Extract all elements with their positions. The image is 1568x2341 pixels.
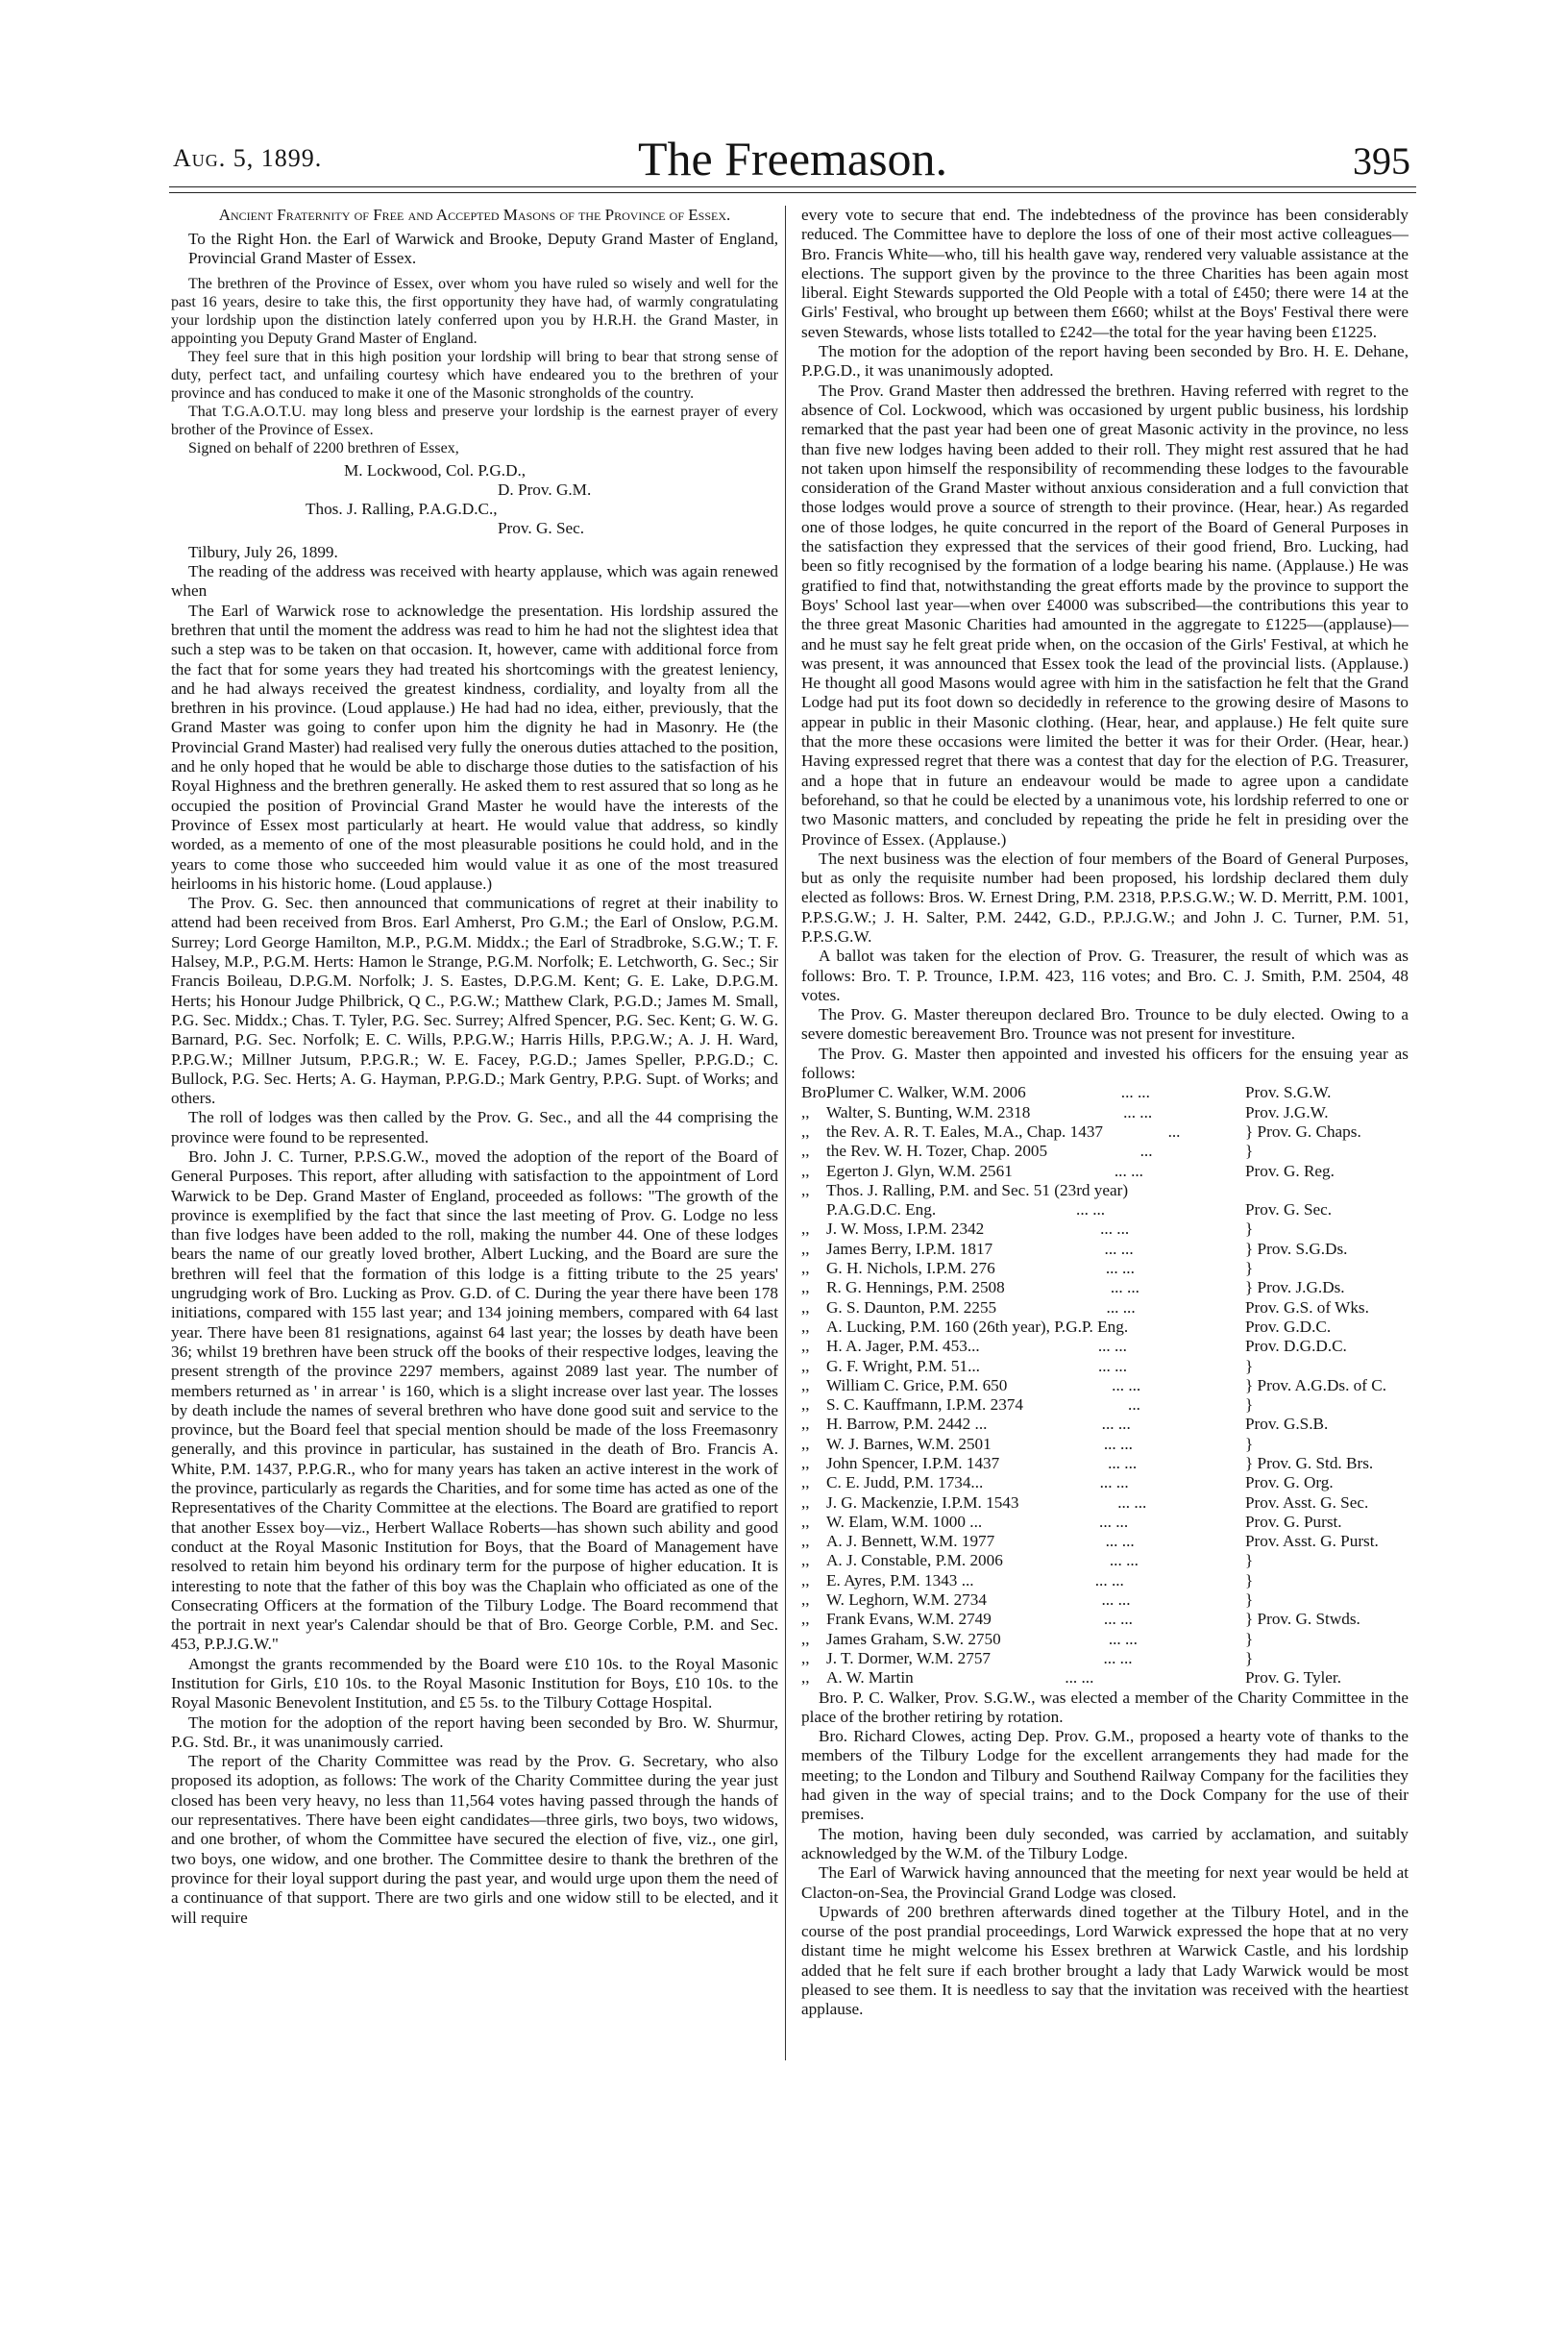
officer-prefix: ,,	[801, 1415, 810, 1434]
officer-office: }	[1245, 1434, 1254, 1453]
officer-name: S. C. Kauffmann, I.P.M. 2374	[826, 1395, 1023, 1415]
officer-row	[801, 1357, 1409, 1376]
signatory-name: M. Lockwood, Col. P.G.D.,	[344, 460, 527, 480]
officer-office: } Prov. G. Std. Brs.	[1245, 1454, 1374, 1472]
officer-prefix: ,,	[801, 1356, 810, 1375]
officer-prefix: ,,	[801, 1492, 810, 1512]
issue-date: Aug. 5, 1899.	[173, 144, 323, 172]
officer-name: Thos. J. Ralling, P.M. and Sec. 51 (23rd year)	[826, 1180, 1129, 1199]
officer-leader-dots: ... ...	[1109, 1551, 1139, 1570]
officer-name: Walter, S. Bunting, W.M. 2318	[826, 1102, 1031, 1121]
officer-name: the Rev. A. R. T. Eales, M.A., Chap. 1437	[826, 1121, 1104, 1141]
officer-leader-dots: ... ...	[1076, 1200, 1106, 1220]
officer-prefix: ,,	[801, 1532, 810, 1551]
officer-leader-dots: ... ...	[1103, 1434, 1133, 1453]
officer-office: } Prov. A.G.Ds. of C.	[1245, 1375, 1387, 1394]
officer-row	[801, 1259, 1409, 1278]
officer-prefix: ,,	[801, 1551, 810, 1570]
officer-leader-dots: ... ...	[1103, 1648, 1133, 1667]
article-paragraph: Bro. P. C. Walker, Prov. S.G.W., was elected a member of the Charity Committee in the place of the brother retiring by rotation.	[801, 1688, 1409, 1726]
officer-row	[801, 1513, 1409, 1532]
address-to: To the Right Hon. the Earl of Warwick and Brooke, Deputy Grand Master of England, Provincial Grand Master of Essex.	[188, 230, 778, 268]
officer-office: }	[1245, 1259, 1254, 1278]
officer-leader-dots: ...	[1167, 1121, 1181, 1141]
officer-office: }	[1245, 1570, 1254, 1589]
officer-office: Prov. G. Sec.	[1245, 1200, 1333, 1220]
article-paragraph: The roll of lodges was then called by the Prov. G. Sec., and all the 44 comprising the province were found to be represented.	[171, 1108, 778, 1146]
officer-row	[801, 1376, 1409, 1395]
officer-row	[801, 1318, 1409, 1337]
article-paragraph: Bro. Richard Clowes, acting Dep. Prov. G.M., proposed a hearty vote of thanks to the members of the Tilbury Lodge for the excellent arrangements they had made for the meeting; to the London and Tilbury and Southend Railway Company for the facilities they had given in the way of special trains; and to the Dock Company for the use of their premises.	[801, 1727, 1409, 1824]
officer-prefix: ,,	[801, 1512, 810, 1531]
officer-name: G. S. Daunton, P.M. 2255	[826, 1297, 997, 1317]
officer-name: Plumer C. Walker, W.M. 2006	[826, 1083, 1026, 1102]
page-number: 395	[1353, 139, 1410, 183]
officer-office: }	[1245, 1220, 1254, 1239]
officer-leader-dots: ...	[1128, 1395, 1140, 1415]
officer-prefix: ,,	[801, 1102, 810, 1121]
officer-office: }	[1245, 1395, 1254, 1415]
masthead	[169, 131, 1416, 183]
officer-row	[801, 1337, 1409, 1356]
officer-office: } Prov. J.G.Ds.	[1245, 1278, 1345, 1297]
article-paragraph: The next business was the election of four members of the Board of General Purposes, but as only the requisite number had been proposed, his lordship declared them duly elected as follows: Bros. W. Ernest Dring, P.M. 2318, P.P.S.G.W.; W. D. Merritt, P.M. 1001, P.P.S.G.W.; J. H. Salter, P.M. 2442, G.D., P.P.J.G.W.; and John J. C. Turner, P.M. 51, P.P.S.G.W.	[801, 849, 1409, 946]
officer-leader-dots: ... ...	[1105, 1259, 1135, 1278]
officer-office: }	[1245, 1551, 1254, 1570]
officer-leader-dots: ... ...	[1104, 1239, 1134, 1258]
officer-row	[801, 1630, 1409, 1649]
officer-name: John Spencer, I.P.M. 1437	[826, 1454, 1000, 1472]
officer-office: Prov. G. Org.	[1245, 1473, 1334, 1492]
officer-row	[801, 1454, 1409, 1473]
officer-name: H. A. Jager, P.M. 453...	[826, 1337, 980, 1356]
officer-prefix: ,,	[801, 1220, 810, 1239]
officer-row	[801, 1200, 1409, 1220]
officer-office: } Prov. S.G.Ds.	[1245, 1239, 1348, 1258]
officer-name: W. J. Barnes, W.M. 2501	[826, 1434, 992, 1453]
officer-prefix: ,,	[801, 1668, 810, 1688]
address-paragraph: They feel sure that in this high position your lordship will bring to bear that strong sense of duty, perfect tact, and unfailing courtesy which have endeared you to the brethren of your province and has conduced to make it one of the Masonic strongholds of the country.	[171, 348, 778, 402]
officer-leader-dots: ... ...	[1108, 1454, 1138, 1472]
officer-name: H. Barrow, P.M. 2442 ...	[826, 1415, 988, 1434]
officer-prefix: ,,	[801, 1434, 810, 1453]
officer-prefix: ,,	[801, 1375, 810, 1394]
officer-office: Prov. Asst. G. Sec.	[1245, 1492, 1369, 1512]
article-paragraph: The Prov. G. Sec. then announced that communications of regret at their inability to attend had been received from Bros. Earl Amherst, Pro G.M.; the Earl of Onslow, P.G.M. Surrey; Lord George Hamilton, M.P., P.G.M. Middx.; the Earl of Stradbroke, S.G.W.; T. F. Halsey, M.P., P.G.M. Herts: Hamon le Strange, P.G.M. Norfolk; E. Letchworth, G. Sec.; Sir Francis Boileau, D.P.G.M. Norfolk; J. S. Eastes, D.P.G.M. Kent; G. E. Lake, D.P.G.M. Herts; his Honour Judge Philbrick, Q C., P.G.W.; Matthew Clark, P.G.D.; James M. Small, P.G. Sec. Middx.; Chas. T. Tyler, P.G. Sec. Surrey; Alfred Spencer, P.G. Sec. Kent; G. W. G. Barnard, P.G. Sec. Norfolk; E. C. Wills, P.P.G.W.; Harris Hills, P.P.G.W.; A. J. H. Ward, P.P.G.W.; Millner Jutsum, P.P.G.R.; W. E. Facey, P.G.D.; James Speller, P.P.G.D.; C. Bullock, P.G. Sec. Herts; A. G. Hayman, P.P.G.D.; Mark Gentry, P.P.G. Supt. of Works; and others.	[171, 894, 778, 1108]
officer-name: R. G. Hennings, P.M. 2508	[826, 1278, 1005, 1297]
officer-prefix: ,,	[801, 1121, 810, 1141]
right-column	[801, 206, 1409, 2020]
officer-name: A. W. Martin	[826, 1668, 914, 1688]
officer-leader-dots: ... ...	[1106, 1297, 1136, 1317]
officer-row	[801, 1415, 1409, 1434]
officer-office: Prov. G.S.B.	[1245, 1415, 1329, 1434]
article-paragraph: The Prov. Grand Master then addressed the brethren. Having referred with regret to the absence of Col. Lockwood, which was occasioned by urgent public business, his lordship remarked that the past year had been one of great Masonic activity in the province, no less than five new lodges having been added to their roll. They might rest assured that he had not taken upon himself the responsibility of recommending these lodges to the favourable consideration of the Grand Master without anxious consideration and a full conviction that those lodges would prove a source of strength to their province. (Hear, hear.) As regarded one of those lodges, he quite concurred in the report of the Board of General Purposes in the satisfaction they expressed that the services of their good friend, Bro. Lucking, had been so fitly recognised by the formation of a lodge bearing his name. (Applause.) He was gratified to find that, notwithstanding the great efforts made by the province to support the Boys' School last year—when over £4000 was subscribed—the contributions this year to the three great Masonic Charities had amounted in the aggregate to £1225—(applause)—and he must say he felt great pride when, on the occasion of the Girls' Festival, at which he was present, it was announced that Essex took the lead of the provincial lists. (Applause.) He thought all good Masons would agree with him in the satisfaction he felt that the Grand Lodge had put its foot down so decidedly in reference to the growing desire of Masons to appear in public in their Masonic clothing. (Hear, hear, and applause.) He felt quite sure that the more these occasions were limited the better it was for their Order. (Hear, hear.) Having expressed regret that there was a contest that day for the election of P.G. Treasurer, and a hope that in future an endeavour would be made to agree upon a candidate beforehand, so that he could be elected by a unanimous vote, his lordship referred to one or two Masonic matters, and concluded by repeating the pride he felt in presiding over the Province of Essex. (Applause.)	[801, 381, 1409, 849]
officer-office: Prov. G. Purst.	[1245, 1512, 1342, 1531]
officer-office: Prov. G. Reg.	[1245, 1161, 1335, 1180]
officer-office: Prov. G.D.C.	[1245, 1317, 1332, 1336]
officer-row	[801, 1493, 1409, 1513]
officer-office: Prov. G.S. of Wks.	[1245, 1297, 1369, 1317]
left-column	[171, 206, 778, 1928]
article-paragraph: every vote to secure that end. The indebtedness of the province has been considerably reduced. The Committee have to deplore the loss of one of their most active colleagues—Bro. Francis White—who, till his health gave way, rendered very valuable assistance at the elections. The support given by the province to the three Charities has been again most liberal. Eight Stewards supported the Old People with a total of £450; there were 14 at the Girls' Festival, who brought up between them £660; whilst at the Boys' Festival there were seven Stewards, whose lists totalled to £242—the total for the year having been £1225.	[801, 206, 1409, 341]
officer-row	[801, 1162, 1409, 1181]
officer-office: } Prov. G. Chaps.	[1245, 1121, 1361, 1141]
article-paragraph: The Prov. G. Master thereupon declared Bro. Trounce to be duly elected. Owing to a severe domestic bereavement Bro. Trounce was not present for investiture.	[801, 1005, 1409, 1044]
officer-row	[801, 1649, 1409, 1668]
officer-row	[801, 1181, 1409, 1200]
officer-prefix: ,,	[801, 1142, 810, 1161]
officer-leader-dots: ... ...	[1097, 1337, 1127, 1356]
signatory-name: Thos. J. Ralling, P.A.G.D.C.,	[306, 500, 498, 519]
officer-name: A. J. Constable, P.M. 2006	[826, 1551, 1003, 1570]
officer-name: Frank Evans, W.M. 2749	[826, 1610, 992, 1629]
article-paragraph: The motion for the adoption of the report having been seconded by Bro. W. Shurmur, P.G. Std. Br., it was unanimously carried.	[171, 1713, 778, 1751]
officer-name: W. Elam, W.M. 1000 ...	[826, 1512, 983, 1531]
officer-leader-dots: ...	[1139, 1142, 1153, 1161]
officer-leader-dots: ... ...	[1101, 1415, 1131, 1434]
article-paragraph: The motion for the adoption of the report having been seconded by Bro. H. E. Dehane, P.P.G.D., it was unanimously adopted.	[801, 342, 1409, 381]
officer-prefix: ,,	[801, 1180, 810, 1199]
officer-leader-dots: ... ...	[1108, 1629, 1138, 1648]
officer-row	[801, 1571, 1409, 1590]
officer-name: J. T. Dormer, W.M. 2757	[826, 1648, 992, 1667]
officer-row	[801, 1240, 1409, 1259]
officer-prefix: ,,	[801, 1337, 810, 1356]
officer-office: Prov. Asst. G. Purst.	[1245, 1532, 1379, 1551]
officer-name: the Rev. W. H. Tozer, Chap. 2005	[826, 1142, 1048, 1161]
signatory-title: D. Prov. G.M.	[498, 480, 592, 499]
officer-office: }	[1245, 1356, 1254, 1375]
address-signed: Signed on behalf of 2200 brethren of Essex,	[188, 439, 459, 456]
officer-prefix: ,,	[801, 1648, 810, 1667]
officer-prefix: ,,	[801, 1395, 810, 1415]
officer-row	[801, 1395, 1409, 1415]
officer-prefix: ,,	[801, 1278, 810, 1297]
officer-prefix: ,,	[801, 1239, 810, 1258]
officer-row	[801, 1298, 1409, 1318]
officer-name: C. E. Judd, P.M. 1734...	[826, 1473, 984, 1492]
officer-name: G. H. Nichols, I.P.M. 276	[826, 1259, 995, 1278]
officer-name: J. G. Mackenzie, I.P.M. 1543	[826, 1492, 1019, 1512]
officer-name: William C. Grice, P.M. 650	[826, 1375, 1008, 1394]
newspaper-title: The Freemason.	[637, 132, 948, 185]
officer-name: J. W. Moss, I.P.M. 2342	[826, 1220, 985, 1239]
officer-leader-dots: ... ...	[1103, 1610, 1133, 1629]
officer-office: Prov. G. Tyler.	[1245, 1668, 1342, 1688]
officer-leader-dots: ... ...	[1112, 1375, 1141, 1394]
officer-prefix: Bro.	[801, 1083, 831, 1102]
article-paragraph: Bro. John J. C. Turner, P.P.S.G.W., moved the adoption of the report of the Board of General Purposes. This report, after alluding with satisfaction to the appointment of Lord Warwick to be Dep. Grand Master of England, proceeded as follows: "The growth of the province is exemplified by the fact that since the last meeting of Prov. G. Lodge no less than five lodges have been added to the roll, making the number 44. One of these lodges bears the name of our greatly loved brother, Albert Lucking, and the Board are sure the brethren will feel that the formation of this lodge is a fitting tribute to the 25 years' ungrudging work of Bro. Lucking as Prov. G.D. of C. During the year there have been 178 initiations, compared with 155 last year; and 134 joining members, compared with 64 last year. There have been 81 resignations, against 64 last year; the losses by death have been 36; whilst 19 brethren have been struck off the books of their respective lodges, leaving the present strength of the province 2297 members, against 2089 last year. The number of members returned as ' in arrear ' is 160, which is a slight increase over last year. The losses by death include the names of several brethren who have done good suit and service to the province, but the Board feel that special mention should be made of the loss Freemasonry generally, and this province in particular, has sustained in the death of Bro. Francis A. White, P.M. 1437, P.P.G.R., who for many years has taken an active interest in the work of the province, particularly as regards the Charities, and for some time has acted as one of the Representatives of the Charity Committee at the elections. The Board are gratified to report that another Essex boy—viz., Herbert Wallace Roberts—has shown such ability and good conduct at the Royal Masonic Institution for Boys, that the Board of Management have resolved to retain him beyond his ordinary term for the purpose of higher education. It is interesting to note that the father of this boy was the Chaplain who officiated as one of the Consecrating Officers at the formation of the Tilbury Lodge. The Board recommend that the portrait in next year's Calendar should be that of Bro. George Corble, P.M. and Sec. 453, P.P.J.G.W."	[171, 1146, 778, 1654]
article-paragraph: A ballot was taken for the election of Prov. G. Treasurer, the result of which was as follows: Bro. T. P. Trounce, I.P.M. 423, 116 votes; and Bro. C. J. Smith, P.M. 2504, 48 votes.	[801, 947, 1409, 1004]
officer-prefix: ,,	[801, 1259, 810, 1278]
officer-name: James Graham, S.W. 2750	[826, 1629, 1001, 1648]
officer-row	[801, 1590, 1409, 1610]
officer-prefix: ,,	[801, 1297, 810, 1317]
officer-name: G. F. Wright, P.M. 51...	[826, 1356, 980, 1375]
officer-leader-dots: ... ...	[1099, 1512, 1129, 1531]
officer-leader-dots: ... ...	[1094, 1570, 1124, 1589]
officer-leader-dots: ... ...	[1120, 1083, 1150, 1102]
address-heading: Ancient Fraternity of Free and Accepted Masons of the Province of Essex.	[218, 206, 731, 224]
officer-row	[801, 1532, 1409, 1551]
officer-prefix: ,,	[801, 1590, 810, 1610]
officer-leader-dots: ... ...	[1065, 1668, 1094, 1688]
article-paragraph: The Prov. G. Master then appointed and invested his officers for the ensuing year as follows:	[801, 1044, 1409, 1083]
officer-row	[801, 1103, 1409, 1122]
officer-leader-dots: ... ...	[1101, 1590, 1131, 1610]
officer-row	[801, 1473, 1409, 1492]
column-divider	[785, 206, 786, 2060]
article-paragraph: Amongst the grants recommended by the Board were £10 10s. to the Royal Masonic Institution for Girls, £10 10s. to the Royal Masonic Institution for Boys, £10 10s. to the Royal Masonic Benevolent Institution, and £5 5s. to the Tilbury Cottage Hospital.	[171, 1654, 778, 1713]
officer-leader-dots: ... ...	[1099, 1473, 1129, 1492]
article-paragraph: The Earl of Warwick having announced that the meeting for next year would be held at Clacton-on-Sea, the Provincial Grand Lodge was closed.	[801, 1863, 1409, 1902]
officer-leader-dots: ... ...	[1110, 1278, 1139, 1297]
officer-leader-dots: ... ...	[1097, 1356, 1128, 1375]
officer-prefix: ,,	[801, 1570, 810, 1589]
officer-row	[801, 1278, 1409, 1297]
officer-prefix: ,,	[801, 1629, 810, 1648]
officer-row	[801, 1122, 1409, 1142]
officer-leader-dots: ... ...	[1100, 1220, 1130, 1239]
officer-name: A. Lucking, P.M. 160 (26th year), P.G.P. Eng.	[826, 1317, 1129, 1336]
officer-prefix: ,,	[801, 1317, 810, 1336]
officer-name: James Berry, I.P.M. 1817	[826, 1239, 993, 1258]
officer-name: W. Leghorn, W.M. 2734	[826, 1590, 987, 1610]
officer-prefix: ,,	[801, 1454, 810, 1472]
article-paragraph: Upwards of 200 brethren afterwards dined together at the Tilbury Hotel, and in the course of the post prandial proceedings, Lord Warwick expressed the hope that at no very distant time he might welcome his Essex brethren at Warwick Castle, and his lordship added that he felt sure if each brother brought a lady that Lady Warwick would be most pleased to see them. It is needless to say that the invitation was received with the heartiest applause.	[801, 1902, 1409, 2019]
officer-row	[801, 1142, 1409, 1161]
officer-name: A. J. Bennett, W.M. 1977	[826, 1532, 995, 1551]
officer-office: } Prov. G. Stwds.	[1245, 1610, 1360, 1629]
officer-row	[801, 1220, 1409, 1239]
article-paragraph: The report of the Charity Committee was read by the Prov. G. Secretary, who also proposed its adoption, as follows: The work of the Charity Committee during the year just closed has been very heavy, no less than 11,564 votes having passed through the hands of our representatives. There have been eight candidates—three girls, two boys, two widows, and one brother, of whom the Committee have secured the election of five, viz., one girl, two boys, one widow, and one brother. The Committee desire to thank the brethren of the province for their loyal support during the past year, and would urge upon them the need of a continuance of that support. There are two girls and one widow still to be elected, and it will require	[171, 1752, 778, 1927]
article-paragraph: The motion, having been duly seconded, was carried by acclamation, and suitably acknowledged by the W.M. of the Tilbury Lodge.	[801, 1824, 1409, 1862]
officer-leader-dots: ... ...	[1123, 1102, 1153, 1121]
article-paragraph: The reading of the address was received with hearty applause, which was again renewed when	[171, 562, 778, 601]
officer-name: P.A.G.D.C. Eng.	[826, 1200, 937, 1220]
officer-office: }	[1245, 1629, 1254, 1648]
officer-row	[801, 1435, 1409, 1454]
officer-office: Prov. J.G.W.	[1245, 1102, 1329, 1121]
officer-office: }	[1245, 1590, 1254, 1610]
officer-office: Prov. D.G.D.C.	[1245, 1337, 1347, 1356]
officer-office: }	[1245, 1648, 1254, 1667]
article-paragraph: The Earl of Warwick rose to acknowledge the presentation. His lordship assured the brethren that until the moment the address was read to him he had not the slightest idea that such a step was to be taken on that occasion. It, however, came with additional force from the fact that for some years they had treated his shortcomings with the greatest leniency, and he had always received the greatest kindness, cordiality, and loyalty from all the brethren in his province. (Loud applause.) He had had no idea, either, previously, that the Grand Master was going to confer upon him the dignity he had in Masonry. He (the Provincial Grand Master) had realised very fully the onerous duties attached to the position, and he only hoped that he would be able to discharge those duties to the satisfaction of his Royal Highness and the brethren generally. He asked them to rest assured that so long as he occupied the position of Provincial Grand Master he would have the interests of the Province of Essex most particularly at heart. He would value that address, so kindly worded, as a memento of one of the most pleasurable positions he could hold, and in the years to come those who succeeded him would value it as one of the most treasured heirlooms in his historic home. (Loud applause.)	[171, 601, 778, 893]
dateline: Tilbury, July 26, 1899.	[188, 542, 338, 561]
officer-row	[801, 1551, 1409, 1570]
officer-prefix: ,,	[801, 1610, 810, 1629]
officer-row	[801, 1083, 1409, 1102]
officer-prefix: ,,	[801, 1161, 810, 1180]
officer-prefix: ,,	[801, 1473, 810, 1492]
signatory-title: Prov. G. Sec.	[498, 519, 585, 538]
address-paragraph: The brethren of the Province of Essex, over whom you have ruled so wisely and well for the past 16 years, desire to take this, the first opportunity they have had, of warmly congratulating your lordship upon the distinction lately conferred upon you by H.R.H. the Grand Master, in appointing you Deputy Grand Master of England.	[171, 275, 778, 347]
officer-row	[801, 1668, 1409, 1688]
officer-office: Prov. S.G.W.	[1245, 1083, 1332, 1102]
officer-leader-dots: ... ...	[1117, 1492, 1147, 1512]
header-rule	[169, 186, 1416, 187]
header-rule-thin	[169, 192, 1416, 193]
officer-name: Egerton J. Glyn, W.M. 2561	[826, 1161, 1013, 1180]
officers-list	[801, 1083, 1409, 1688]
officer-leader-dots: ... ...	[1114, 1161, 1143, 1180]
officer-office: }	[1245, 1142, 1254, 1161]
officer-leader-dots: ... ...	[1105, 1532, 1135, 1551]
officer-row	[801, 1610, 1409, 1629]
address-paragraph: That T.G.A.O.T.U. may long bless and preserve your lordship is the earnest prayer of every brother of the Province of Essex.	[171, 403, 778, 438]
officer-name: E. Ayres, P.M. 1343 ...	[826, 1570, 974, 1589]
